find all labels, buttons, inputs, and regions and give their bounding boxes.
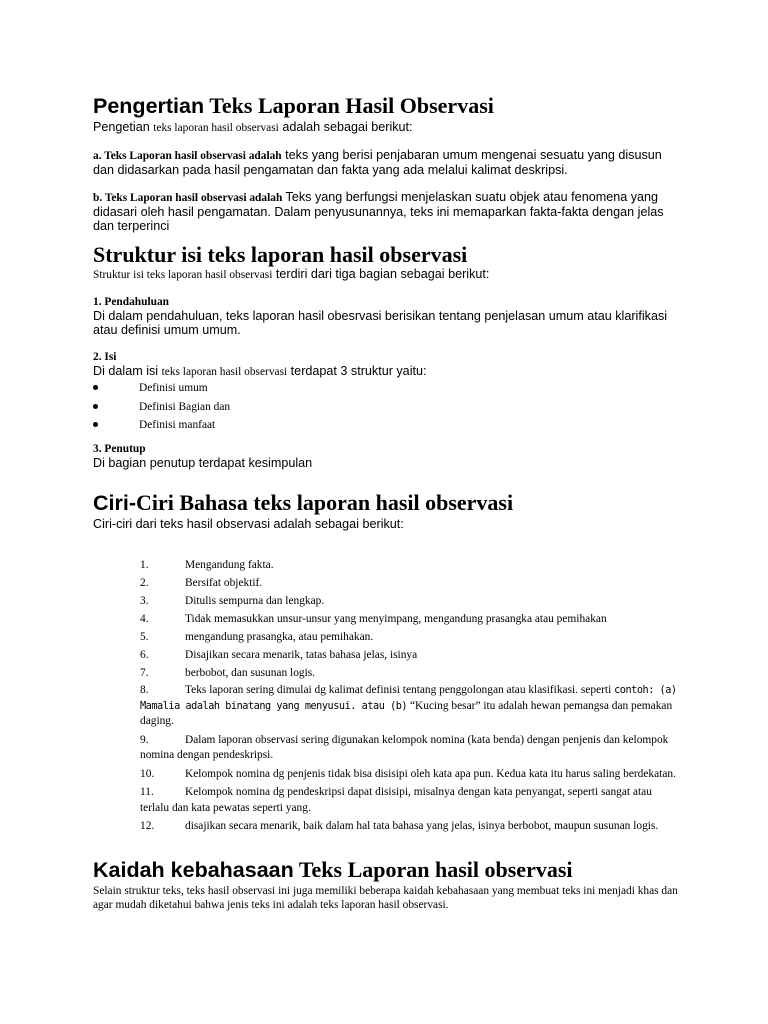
heading-ciri-ciri: Ciri-Ciri Bahasa teks laporan hasil observasi bbox=[93, 489, 514, 515]
pendahuluan-text: Di dalam pendahuluan, teks laporan hasil obesrvasi berisikan tentang penjelasan umum atau klarifikasi atau definisi umum umum. bbox=[93, 309, 668, 338]
heading-pengertian: Pengertian Teks Laporan Hasil Observasi bbox=[93, 93, 494, 118]
list-item: 1. Mengandung fakta. bbox=[140, 559, 274, 572]
list-item: Definisi umum bbox=[93, 379, 683, 398]
pengertian-intro: Pengetian teks laporan hasil observasi adalah sebagai berikut: bbox=[93, 120, 413, 135]
list-item: 2. Bersifat objektif. bbox=[140, 577, 263, 590]
document-page bbox=[93, 85, 683, 912]
ciri-intro: Ciri-ciri dari teks hasil observasi adalah sebagai berikut: bbox=[93, 517, 404, 532]
list-item: 6. Disajikan secara menarik, tatas bahasa jelas, isinya bbox=[140, 649, 418, 662]
subheading-isi: 2. Isi bbox=[93, 351, 117, 364]
list-item: 5. mengandung prasangka, atau pemihakan. bbox=[140, 631, 374, 644]
subheading-penutup: 3. Penutup bbox=[93, 442, 146, 455]
list-item: 8. Teks laporan sering dimulai dg kalimat definisi tentang penggolongan atau klasifikasi. seperti contoh: (a) Mamalia adalah binatang yang menyusui. atau (b) “Kucing besar” itu adalah hewan pemangsa dan pemakan daging. bbox=[140, 684, 677, 728]
subheading-pendahuluan: 1. Pendahuluan bbox=[93, 296, 169, 309]
kaidah-text: Selain struktur teks, teks hasil observasi ini juga memiliki beberapa kaidah kebahasaan yang membuat teks ini menjadi khas dan agar mudah diketahui bahwa jenis teks ini adalah teks laporan hasil observasi. bbox=[93, 884, 678, 911]
list-item: Definisi Bagian dan bbox=[93, 398, 683, 417]
list-item: 9. Dalam laporan observasi sering digunakan kelompok nomina (kata benda) dengan penjenis dan kelompok nomina dengan pendeskripsi. bbox=[140, 733, 669, 762]
bullet-icon bbox=[93, 422, 98, 427]
list-item: 4. Tidak memasukkan unsur-unsur yang menyimpang, mengandung prasangka atau pemihakan bbox=[140, 613, 607, 626]
list-item: Definisi manfaat bbox=[93, 416, 683, 435]
list-item: 10. Kelompok nomina dg penjenis tidak bisa disisipi oleh kata apa pun. Kedua kata itu harus saling berdekatan. bbox=[140, 767, 676, 780]
heading-struktur: Struktur isi teks laporan hasil observasi bbox=[93, 242, 468, 268]
struktur-intro: Struktur isi teks laporan hasil observasi terdiri dari tiga bagian sebagai berikut: bbox=[93, 267, 490, 282]
bullet-icon bbox=[93, 404, 98, 409]
list-item: 3. Ditulis sempurna dan lengkap. bbox=[140, 595, 325, 608]
definition-a: a. Teks Laporan hasil observasi adalah teks yang berisi penjabaran umum mengenai sesuatu yang disusun dan didasarkan pada hasil pengamatan dan fakta yang ada melalui kalimat deskripsi. bbox=[93, 148, 662, 178]
list-item: 12. disajikan secara menarik, baik dalam hal tata bahasa yang jelas, isinya berbobot, maupun susunan logis. bbox=[140, 820, 659, 833]
ciri-list bbox=[93, 557, 683, 835]
isi-text: Di dalam isi teks laporan hasil observasi terdapat 3 struktur yaitu: bbox=[93, 364, 427, 379]
list-item: 7. berbobot, dan susunan logis. bbox=[140, 667, 316, 680]
penutup-text: Di bagian penutup terdapat kesimpulan bbox=[93, 455, 313, 470]
definition-b: b. Teks Laporan hasil observasi adalah Teks yang berfungsi menjelaskan suatu objek atau fenomena yang didasari oleh hasil pengamatan. Dalam penyusunannya, teks ini memaparkan fakta-fakta dengan jelas dan terperinci bbox=[93, 190, 664, 234]
heading-kaidah: Kaidah kebahasaan Teks Laporan hasil observasi bbox=[93, 856, 573, 882]
bullet-icon bbox=[93, 385, 98, 390]
isi-bullet-list bbox=[93, 379, 683, 435]
list-item: 11. Kelompok nomina dg pendeskripsi dapat disisipi, misalnya dengan kata penyangat, seperti sangat atau terlalu dan kata pewatas seperti yang. bbox=[140, 786, 652, 814]
